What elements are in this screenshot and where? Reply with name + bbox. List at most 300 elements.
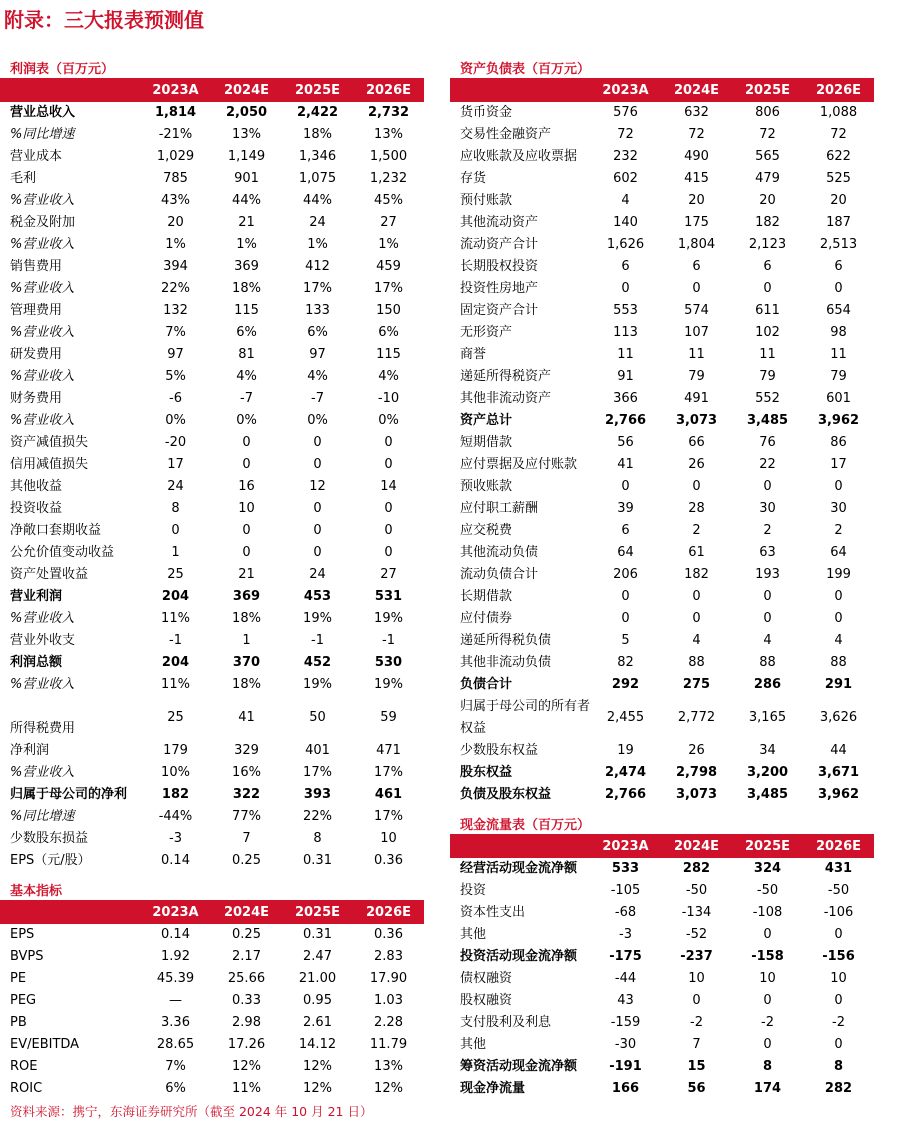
cell-value: 3,200: [746, 765, 789, 780]
cell-value: 18%: [303, 127, 332, 142]
row-label: 归属于母公司的净利: [10, 787, 128, 802]
header-blank: [450, 836, 590, 858]
cell-value: 72: [688, 127, 705, 142]
cell-value: 322: [232, 787, 261, 802]
row-label: 其他: [460, 927, 487, 942]
table-row: [450, 1056, 874, 1078]
cell-value: 56: [687, 1081, 706, 1096]
cell-value: 3,485: [746, 787, 789, 802]
cell-value: 27: [380, 215, 397, 230]
row-label: 净敞口套期收益: [10, 523, 102, 538]
row-label: 股东权益: [460, 765, 513, 780]
cell-value: 17: [830, 457, 847, 472]
row-label: 递延所得税负债: [460, 633, 552, 648]
cell-value: 530: [374, 655, 403, 670]
table-row: [0, 190, 424, 212]
cell-value: 0: [834, 611, 843, 626]
table-row: [0, 300, 424, 322]
cell-value: 81: [238, 347, 255, 362]
cell-value: 1,804: [677, 237, 716, 252]
cell-value: 12: [309, 479, 326, 494]
cell-value: 3,073: [675, 787, 718, 802]
column-header: 2024E: [673, 83, 720, 98]
table-row: [450, 1012, 874, 1034]
table-row: [450, 212, 874, 234]
table-row: [0, 806, 424, 828]
row-label: 流动负债合计: [460, 567, 539, 582]
cell-value: 632: [684, 105, 709, 120]
cell-value: 18%: [232, 677, 261, 692]
cell-value: 17%: [374, 281, 403, 296]
cell-value: -68: [614, 905, 637, 920]
row-label: %营业收入: [10, 413, 75, 428]
table-row: [450, 432, 874, 454]
cell-value: 204: [161, 655, 190, 670]
table-row: [0, 168, 424, 190]
table-row: [450, 300, 874, 322]
table-row: [0, 322, 424, 344]
cell-value: 654: [826, 303, 851, 318]
row-label: 研发费用: [10, 347, 63, 362]
cell-value: 43%: [161, 193, 190, 208]
cell-value: 187: [826, 215, 851, 230]
cell-value: 366: [613, 391, 638, 406]
cell-value: -30: [614, 1037, 637, 1052]
cell-value: 199: [826, 567, 851, 582]
cell-value: 88: [688, 655, 705, 670]
row-label: EV/EBITDA: [10, 1037, 80, 1052]
cell-value: 21: [238, 215, 255, 230]
cell-value: 182: [684, 567, 709, 582]
cell-value: 19%: [303, 611, 332, 626]
cell-value: -44%: [158, 809, 193, 824]
cell-value: 97: [167, 347, 184, 362]
row-label: 资产处置收益: [10, 567, 89, 582]
cell-value: 6: [621, 523, 630, 538]
cell-value: 10: [688, 971, 705, 986]
row-label: 公允价值变动收益: [10, 545, 115, 560]
table-row: [0, 454, 424, 476]
cell-value: 369: [234, 259, 259, 274]
cell-value: 490: [684, 149, 709, 164]
cell-value: 525: [826, 171, 851, 186]
cell-value: 59: [380, 710, 397, 725]
cell-value: 11: [830, 347, 847, 362]
cell-value: 0: [834, 281, 843, 296]
cell-value: 44%: [232, 193, 261, 208]
cell-value: 193: [755, 567, 780, 582]
cell-value: 50: [309, 710, 326, 725]
cell-value: 7%: [165, 1059, 186, 1074]
table-row: [450, 608, 874, 630]
cell-value: -108: [752, 905, 783, 920]
cell-value: 11: [688, 347, 705, 362]
column-header: 2026E: [815, 83, 862, 98]
table-row: [450, 278, 874, 300]
cell-value: 0: [834, 1037, 843, 1052]
cell-value: 10: [830, 971, 847, 986]
header-blank: [0, 902, 140, 924]
row-label: 递延所得税资产: [460, 369, 552, 384]
cell-value: 66: [688, 435, 705, 450]
table-row: [0, 498, 424, 520]
row-label: ROE: [10, 1059, 38, 1074]
cell-value: 34: [759, 743, 776, 758]
cell-value: 61: [688, 545, 705, 560]
row-label: 应收账款及应收票据: [460, 149, 578, 164]
cell-value: 0: [763, 927, 772, 942]
cell-value: 16%: [232, 765, 261, 780]
table-row: [0, 278, 424, 300]
cell-value: 4: [692, 633, 701, 648]
table-row: [450, 902, 874, 924]
row-label: 经营活动现金流净额: [460, 861, 578, 876]
row-label: 所得税费用: [10, 721, 76, 736]
cell-value: 4: [763, 633, 772, 648]
cell-value: 3.36: [161, 1015, 190, 1030]
cell-value: -1: [382, 633, 395, 648]
row-label: 营业总收入: [10, 105, 76, 120]
cell-value: 113: [613, 325, 638, 340]
table-row: [450, 454, 874, 476]
cell-value: 19%: [374, 611, 403, 626]
cell-value: 44: [830, 743, 847, 758]
cell-value: 82: [617, 655, 634, 670]
cell-value: 401: [305, 743, 330, 758]
table-row: [450, 344, 874, 366]
cell-value: 3,962: [817, 413, 860, 428]
row-label: 其他流动资产: [460, 215, 539, 230]
cell-value: 0: [692, 281, 701, 296]
cashflow-statement-panel: [450, 816, 874, 1100]
cell-value: 174: [753, 1081, 782, 1096]
cell-value: 179: [163, 743, 188, 758]
cell-value: 11: [759, 347, 776, 362]
table-row: [450, 256, 874, 278]
cell-value: -50: [756, 883, 779, 898]
table-row: [0, 212, 424, 234]
row-label: 应付票据及应付账款: [460, 457, 578, 472]
table-row: [450, 322, 874, 344]
table-row: [0, 542, 424, 564]
cell-value: 18%: [232, 611, 261, 626]
cell-value: 43: [617, 993, 634, 1008]
row-label: 投资性房地产: [460, 281, 539, 296]
row-label: 资产减值损失: [10, 435, 89, 450]
cell-value: 3,962: [817, 787, 860, 802]
cell-value: 1.92: [161, 949, 190, 964]
column-header: 2026E: [815, 839, 862, 854]
cell-value: 4%: [307, 369, 328, 384]
row-label: 固定资产合计: [460, 303, 539, 318]
cell-value: 0: [242, 523, 251, 538]
cell-value: -2: [832, 1015, 845, 1030]
cell-value: 2.47: [303, 949, 332, 964]
row-label: %营业收入: [10, 193, 75, 208]
cell-value: 5: [621, 633, 630, 648]
cell-value: 27: [380, 567, 397, 582]
cell-value: 0%: [165, 413, 186, 428]
column-header: 2025E: [744, 839, 791, 854]
cell-value: 26: [688, 457, 705, 472]
table-row: [0, 146, 424, 168]
column-header: 2023A: [602, 839, 649, 854]
row-label: ROIC: [10, 1081, 43, 1096]
table-row: [0, 476, 424, 498]
cell-value: 12%: [303, 1059, 332, 1074]
income-statement-header-row: [0, 80, 424, 102]
row-label: 其他收益: [10, 479, 63, 494]
cell-value: 0: [621, 281, 630, 296]
cell-value: 8: [171, 501, 180, 516]
cell-value: 11: [617, 347, 634, 362]
cell-value: -50: [827, 883, 850, 898]
cell-value: 24: [309, 567, 326, 582]
cell-value: 6: [692, 259, 701, 274]
cell-value: 150: [376, 303, 401, 318]
cell-value: 2.28: [374, 1015, 403, 1030]
cell-value: -44: [614, 971, 637, 986]
cell-value: 10%: [161, 765, 190, 780]
table-row: [0, 410, 424, 432]
cell-value: 64: [617, 545, 634, 560]
row-label: BVPS: [10, 949, 44, 964]
column-header: 2023A: [152, 905, 199, 920]
row-label: 商誉: [460, 347, 487, 362]
cell-value: 132: [163, 303, 188, 318]
table-row: [0, 740, 424, 762]
cell-value: 1%: [236, 237, 257, 252]
table-row: [0, 1078, 424, 1100]
cell-value: 533: [611, 861, 640, 876]
row-label: 债权融资: [460, 971, 513, 986]
cell-value: 14.12: [298, 1037, 337, 1052]
cell-value: 10: [759, 971, 776, 986]
cell-value: 1%: [378, 237, 399, 252]
cell-value: 275: [682, 677, 711, 692]
cell-value: 2,732: [367, 105, 410, 120]
table-row: [0, 586, 424, 608]
cell-value: 370: [232, 655, 261, 670]
row-label: 无形资产: [460, 325, 513, 340]
row-label: 现金净流量: [460, 1081, 526, 1096]
cell-value: 79: [830, 369, 847, 384]
cell-value: 17: [167, 457, 184, 472]
row-label: 长期借款: [460, 589, 513, 604]
income-statement-title: 利润表（百万元）: [0, 60, 424, 80]
table-row: [0, 608, 424, 630]
cell-value: 0%: [307, 413, 328, 428]
cell-value: 7: [242, 831, 251, 846]
cell-value: 2.61: [303, 1015, 332, 1030]
cell-value: 8: [762, 1059, 773, 1074]
row-label: 应付债券: [460, 611, 513, 626]
cell-value: 7: [692, 1037, 701, 1052]
cell-value: 4%: [236, 369, 257, 384]
table-row: [450, 366, 874, 388]
cell-value: 324: [753, 861, 782, 876]
cell-value: -10: [377, 391, 400, 406]
cell-value: 2,474: [604, 765, 647, 780]
table-row: [450, 168, 874, 190]
row-label: PE: [10, 971, 27, 986]
balance-sheet-header-row: [450, 80, 874, 102]
table-row: [0, 124, 424, 146]
cell-value: 14: [380, 479, 397, 494]
cell-value: 0: [692, 589, 701, 604]
cell-value: 3,485: [746, 413, 789, 428]
cell-value: 11.79: [369, 1037, 408, 1052]
cell-value: 461: [374, 787, 403, 802]
table-row: [450, 762, 874, 784]
row-label: %营业收入: [10, 325, 75, 340]
row-label: 利润总额: [10, 655, 63, 670]
cell-value: 785: [163, 171, 188, 186]
cell-value: 0: [763, 589, 772, 604]
cell-value: -21%: [158, 127, 193, 142]
cell-value: -7: [311, 391, 324, 406]
column-header: 2025E: [744, 83, 791, 98]
cell-value: 13%: [374, 1059, 403, 1074]
table-row: [450, 858, 874, 880]
cell-value: 45.39: [156, 971, 195, 986]
cell-value: -156: [822, 949, 855, 964]
cell-value: 394: [163, 259, 188, 274]
cell-value: 88: [759, 655, 776, 670]
cell-value: 0: [834, 589, 843, 604]
cell-value: -105: [610, 883, 641, 898]
cell-value: 72: [830, 127, 847, 142]
cell-value: 282: [824, 1081, 853, 1096]
row-label: 资产总计: [460, 413, 513, 428]
cell-value: 2: [763, 523, 772, 538]
cell-value: 72: [759, 127, 776, 142]
table-row: [0, 1012, 424, 1034]
cell-value: 1,346: [298, 149, 337, 164]
table-row: [450, 784, 874, 806]
cell-value: -158: [751, 949, 784, 964]
cell-value: 531: [374, 589, 403, 604]
cell-value: 1,626: [606, 237, 645, 252]
table-row: [0, 630, 424, 652]
table-row: [0, 256, 424, 278]
cell-value: 0: [763, 993, 772, 1008]
cell-value: 369: [232, 589, 261, 604]
cell-value: 0: [313, 435, 322, 450]
cell-value: 0: [834, 479, 843, 494]
cell-value: 901: [234, 171, 259, 186]
cell-value: 2.98: [232, 1015, 261, 1030]
cell-value: 17.26: [227, 1037, 266, 1052]
cell-value: 10: [238, 501, 255, 516]
row-label: 净利润: [10, 743, 50, 758]
cell-value: 0: [692, 993, 701, 1008]
cell-value: -1: [169, 633, 182, 648]
cell-value: 20: [167, 215, 184, 230]
table-row: [450, 542, 874, 564]
row-label: 少数股东损益: [10, 831, 89, 846]
table-row: [450, 586, 874, 608]
cell-value: 72: [617, 127, 634, 142]
cell-value: 25: [167, 567, 184, 582]
row-label: 少数股东权益: [460, 743, 539, 758]
cell-value: 6%: [378, 325, 399, 340]
row-label: %营业收入: [10, 369, 75, 384]
cell-value: 3,165: [748, 710, 787, 725]
cell-value: 97: [309, 347, 326, 362]
column-header: 2026E: [365, 83, 412, 98]
cell-value: 1,088: [819, 105, 858, 120]
cell-value: 21.00: [298, 971, 337, 986]
cell-value: 0: [763, 611, 772, 626]
cell-value: 0: [171, 523, 180, 538]
cell-value: 0.31: [303, 927, 332, 942]
cell-value: 17%: [374, 809, 403, 824]
column-header: 2026E: [365, 905, 412, 920]
cell-value: 17.90: [369, 971, 408, 986]
cell-value: 41: [238, 710, 255, 725]
cell-value: 3,671: [817, 765, 860, 780]
cell-value: 0: [692, 479, 701, 494]
header-blank: [450, 80, 590, 102]
cashflow-statement-title: 现金流量表（百万元）: [450, 816, 874, 836]
row-label: 流动资产合计: [460, 237, 539, 252]
cell-value: 232: [613, 149, 638, 164]
cell-value: 25: [167, 710, 184, 725]
cell-value: 39: [617, 501, 634, 516]
row-label: 销售费用: [10, 259, 63, 274]
cell-value: 11%: [232, 1081, 261, 1096]
cell-value: 140: [613, 215, 638, 230]
cell-value: 0: [763, 281, 772, 296]
table-row: [450, 652, 874, 674]
cell-value: 2,798: [675, 765, 718, 780]
row-label: 股权融资: [460, 993, 513, 1008]
cell-value: 0.25: [232, 927, 261, 942]
cell-value: 12%: [303, 1081, 332, 1096]
table-row: [0, 968, 424, 990]
cell-value: 0: [621, 611, 630, 626]
cell-value: 1: [242, 633, 251, 648]
cell-value: 30: [830, 501, 847, 516]
cell-value: 17%: [303, 765, 332, 780]
cell-value: 2,050: [225, 105, 268, 120]
cell-value: 0.31: [303, 853, 332, 868]
row-label: 财务费用: [10, 391, 63, 406]
row-label: 负债及股东权益: [460, 787, 552, 802]
row-label: %同比增速: [10, 127, 75, 142]
table-row: [450, 124, 874, 146]
cell-value: -237: [680, 949, 713, 964]
cell-value: 0: [834, 993, 843, 1008]
table-row: [0, 784, 424, 806]
row-label: 长期股权投资: [460, 259, 539, 274]
row-label: 应交税费: [460, 523, 513, 538]
table-row: [0, 696, 424, 740]
cell-value: -1: [311, 633, 324, 648]
row-label: 投资收益: [10, 501, 63, 516]
cell-value: 459: [376, 259, 401, 274]
row-label: %同比增速: [10, 809, 75, 824]
cell-value: 286: [753, 677, 782, 692]
cell-value: 15: [687, 1059, 706, 1074]
cell-value: 415: [684, 171, 709, 186]
cell-value: 553: [613, 303, 638, 318]
cell-value: -3: [169, 831, 182, 846]
page-title: 附录：三大报表预测值: [4, 8, 204, 32]
table-row: [0, 674, 424, 696]
cashflow-statement-header-row: [450, 836, 874, 858]
